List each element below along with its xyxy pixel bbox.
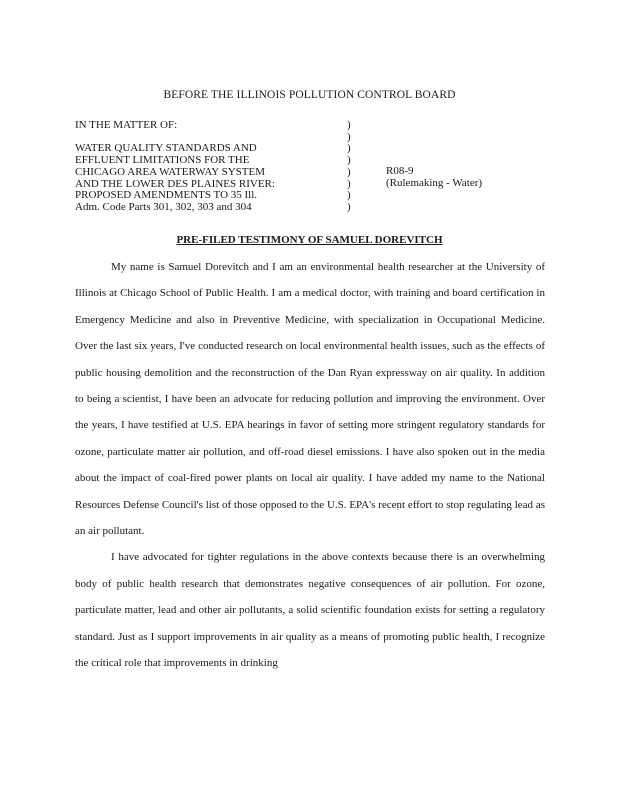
testimony-body (75, 254, 545, 677)
testimony-title: PRE-FILED TESTIMONY OF SAMUEL DOREVITCH (176, 234, 443, 246)
matter-line: EFFLUENT LIMITATIONS FOR THE (75, 154, 250, 167)
matter-line: Adm. Code Parts 301, 302, 303 and 304 (75, 200, 252, 213)
matter-line: AND THE LOWER DES PLAINES RIVER: (75, 177, 275, 190)
matter-line: PROPOSED AMENDMENTS TO 35 Ill. (75, 189, 258, 202)
matter-label: IN THE MATTER OF: (75, 119, 178, 131)
board-title: BEFORE THE ILLINOIS POLLUTION CONTROL BOARD (163, 89, 456, 101)
matter-line: WATER QUALITY STANDARDS AND (75, 142, 257, 155)
docket-type: (Rulemaking - Water) (386, 176, 483, 189)
caption-parentheses: ) ) ) ) ) ) ) ) (347, 119, 351, 213)
body-paragraph: My name is Samuel Dorevitch and I am an environmental health researcher at the University of Illinois at Chicago School of Public Health. I am a medical doctor, with training and board certification in Emergency Medicine and also in Preventive Medicine, with specialization in Occupational Medicine. Over the last six years, I've conducted research on local environmental health issues, such as the effects of public housing demolition and the reconstruction of the Dan Ryan expressway on air quality. In addition to being a scientist, I have been an advocate for reducing pollution and improving the environment. Over the years, I have testified at U.S. EPA hearings in favor of setting more stringent regulatory standards for ozone, particulate matter air pollution, and off-road diesel emissions. I have also spoken out in the media about the impact of coal-fired power plants on local air quality. I have added my name to the National Resources Defense Council's list of those opposed to the U.S. EPA's recent effort to stop regulating lead as an air pollutant. (75, 261, 545, 538)
caption-matter (75, 120, 335, 214)
body-paragraph: I have advocated for tighter regulations in the above contexts because there is an overwhelming body of public health research that demonstrates negative consequences of air pollution. For ozone, particulate matter, lead and other air pollutants, a solid scientific foundation exists for setting a regulatory standard. Just as I support improvements in air quality as a means of promoting public health, I recognize the critical role that improvements in drinking (75, 551, 545, 670)
caption-docket (386, 166, 536, 189)
docket-number: R08-9 (386, 165, 414, 177)
matter-line: CHICAGO AREA WATERWAY SYSTEM (75, 165, 265, 178)
